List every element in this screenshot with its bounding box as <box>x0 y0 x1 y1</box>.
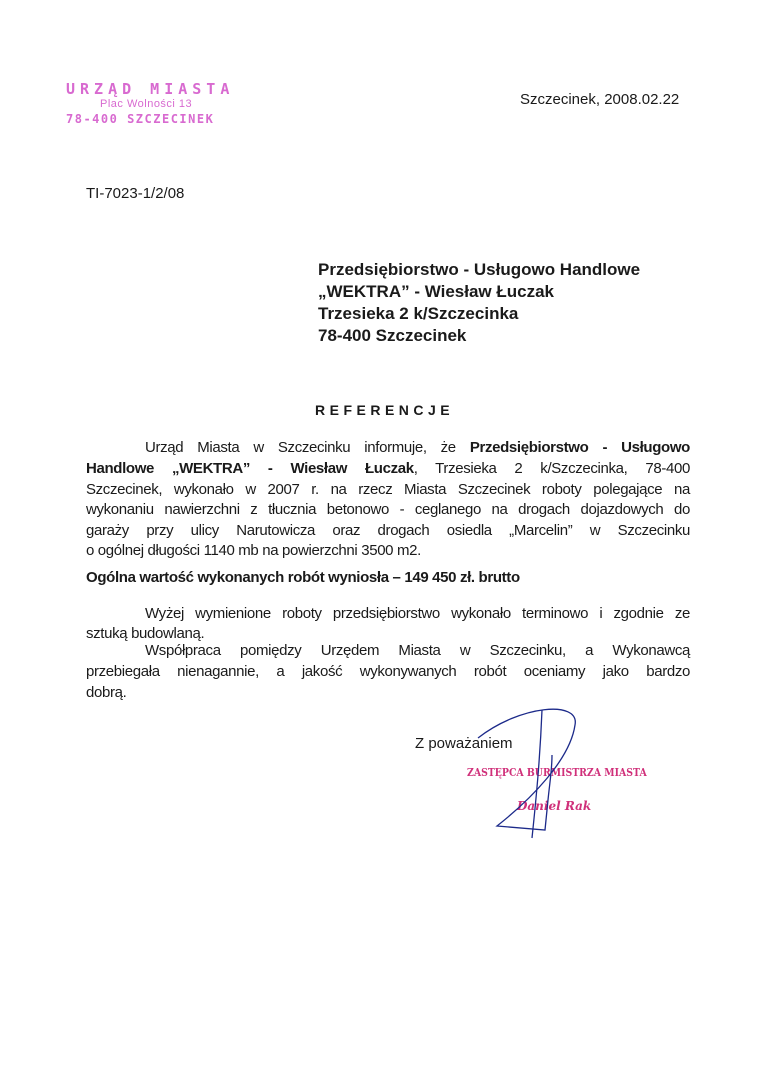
text: dobrą. <box>86 684 127 701</box>
body-line <box>145 642 690 659</box>
text: Wyżej wymienione roboty przedsiębiorstwo wykonało terminowo i zgodnie ze <box>145 605 690 622</box>
body-line <box>86 501 690 518</box>
body-line <box>86 481 690 498</box>
bold-text: Handlowe „WEKTRA” - Wiesław Łuczak <box>86 460 414 477</box>
body-line <box>86 522 690 539</box>
text: , Trzesieka 2 k/Szczecinka, 78-400 <box>413 460 690 477</box>
body-line <box>145 439 690 456</box>
bold-text: Ogólna wartość wykonanych robót wyniosła – 149 450 zł. brutto <box>86 569 520 586</box>
addressee-line-4: 78-400 Szczecinek <box>318 326 467 345</box>
letter-date: Szczecinek, 2008.02.22 <box>520 91 680 108</box>
text: Szczecinek, wykonało w 2007 r. na rzecz Miasta Szczecinek roboty polegające na <box>86 481 690 498</box>
text: o ogólnej długości 1140 mb na powierzchni 3500 m2. <box>86 542 421 559</box>
signatory-title-stamp: ZASTĘPCA BURMISTRZA MIASTA <box>467 766 647 779</box>
office-stamp-line1: URZĄD MIASTA <box>66 80 235 98</box>
closing-phrase: Z poważaniem <box>415 735 513 752</box>
office-stamp-line2: Plac Wolności 13 <box>100 98 193 110</box>
body-line <box>86 542 690 559</box>
body-line <box>86 663 690 680</box>
text: garaży przy ulicy Narutowicza oraz drogach osiedla „Marcelin” w Szczecinku <box>86 522 690 539</box>
body-line <box>86 625 690 642</box>
text: Współpraca pomiędzy Urzędem Miasta w Szczecinku, a Wykonawcą <box>145 642 690 659</box>
bold-text: Przedsiębiorstwo - Usługowo <box>469 439 690 456</box>
document-heading: REFERENCJE <box>315 402 455 418</box>
addressee-line-3: Trzesieka 2 k/Szczecinka <box>318 304 519 323</box>
office-stamp-line3: 78-400 SZCZECINEK <box>66 112 215 126</box>
addressee-line-1: Przedsiębiorstwo - Usługowo Handlowe <box>318 260 641 279</box>
text: wykonaniu nawierzchni z tłucznia betonowo - ceglanego na drogach dojazdowych do <box>86 501 690 518</box>
text: przebiegała nienagannie, a jakość wykonywanych robót oceniamy jako bardzo <box>86 663 690 680</box>
addressee-line-2: „WEKTRA” - Wiesław Łuczak <box>318 282 554 301</box>
text: sztuką budowlaną. <box>86 625 205 642</box>
body-line <box>86 684 690 701</box>
text: Urząd Miasta w Szczecinku informuje, że <box>145 439 470 456</box>
body-line <box>145 605 690 622</box>
reference-number: TI-7023-1/2/08 <box>86 185 185 202</box>
body-line <box>86 460 690 477</box>
body-line <box>86 569 690 586</box>
signatory-name-stamp: Daniel Rak <box>517 799 592 813</box>
